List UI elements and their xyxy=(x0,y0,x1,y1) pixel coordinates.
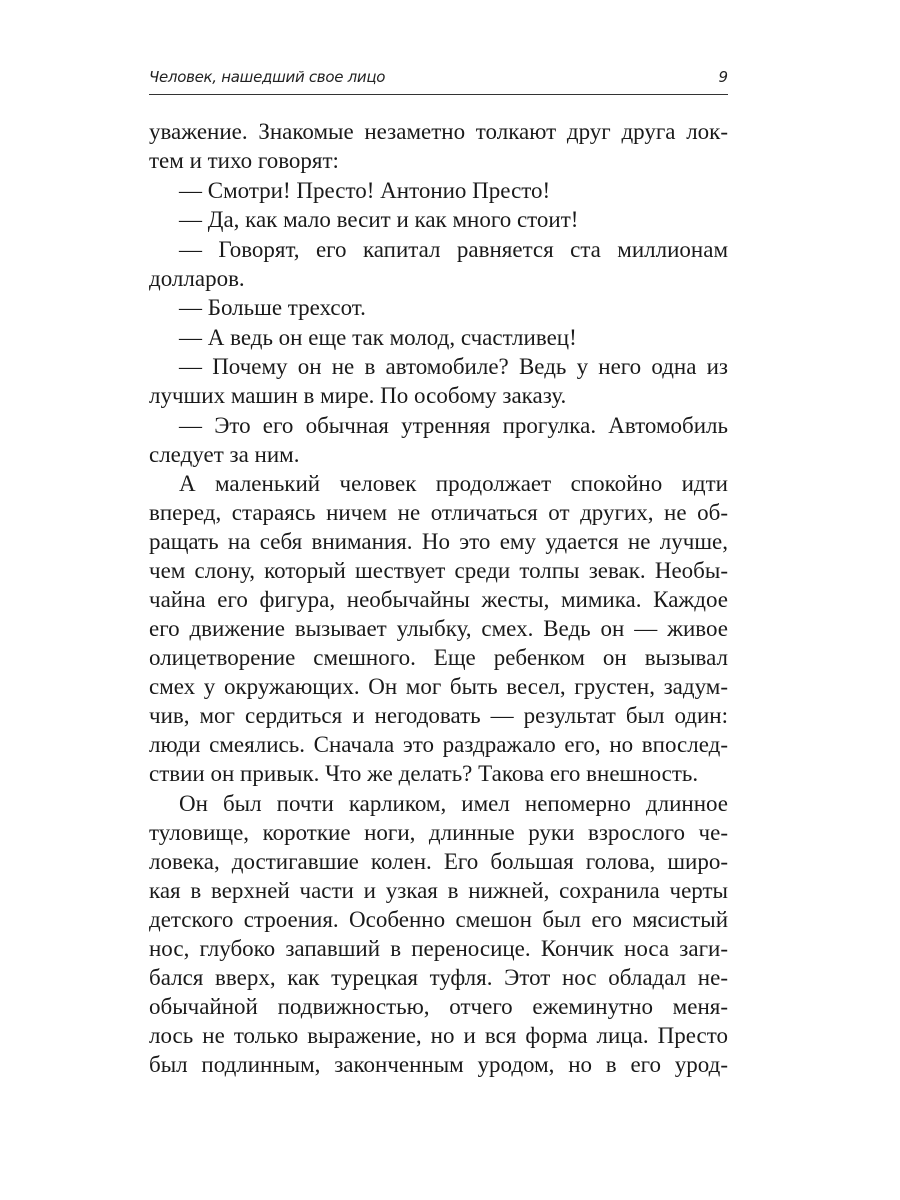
text-line: тем и тихо говорят: xyxy=(149,148,339,173)
text-line: детского строения. Особенно смешон был его мясистый xyxy=(149,906,728,932)
text-line: долларов. xyxy=(149,265,245,291)
text-line: — Да, как мало весит и как много стоит! xyxy=(179,207,579,232)
paragraph xyxy=(149,235,728,293)
text-line: следует за ним. xyxy=(149,441,300,467)
text-line: нос, глубоко запавший в переносице. Кончик носа заги- xyxy=(149,935,728,961)
text-line: обычайной подвижностью, отчего ежеминутно меня- xyxy=(149,993,728,1019)
text-line: ращать на себя внимания. Но это ему удается не лучше, xyxy=(149,529,728,554)
text-line: А маленький человек продолжает спокойно идти xyxy=(179,471,728,496)
paragraph xyxy=(149,789,728,1079)
text-line: лось не только выражение, но и вся форма лица. Престо xyxy=(149,1022,728,1048)
text-line: люди смеялись. Сначала это раздражало его, но впослед- xyxy=(149,732,728,757)
text-line: бался вверх, как турецкая туфля. Этот нос обладал не- xyxy=(149,964,728,990)
text-line: Он был почти карликом, имел непомерно длинное xyxy=(179,790,728,816)
text-line: — Это его обычная утренняя прогулка. Автомобиль xyxy=(179,412,728,438)
paragraph xyxy=(149,411,728,469)
text-line: — Больше трехсот. xyxy=(179,295,366,320)
text-line: ловека, достигавшие колен. Его большая голова, широ- xyxy=(149,848,728,874)
text-line: чайна его фигура, необычайны жесты, мимика. Каждое xyxy=(149,587,728,612)
text-line: был подлинным, законченным уродом, но в его урод- xyxy=(149,1051,728,1077)
text-line: лучших машин в мире. По особому заказу. xyxy=(149,383,567,408)
paragraph xyxy=(149,117,728,175)
page-number: 9 xyxy=(718,68,728,86)
text-line: чив, мог сердиться и негодовать — результат был один: xyxy=(149,703,728,728)
text-line: уважение. Знакомые незаметно толкают друг друга лок- xyxy=(149,119,728,144)
text-line: вперед, стараясь ничем не отличаться от других, не об- xyxy=(149,500,728,525)
text-line: — А ведь он еще так молод, счастливец! xyxy=(179,324,577,350)
text-line: — Говорят, его капитал равняется ста миллионам xyxy=(179,236,728,262)
text-line: — Смотри! Престо! Антонио Престо! xyxy=(179,177,551,203)
text-line: олицетворение смешного. Еще ребенком он вызывал xyxy=(149,645,728,670)
text-line: туловище, короткие ноги, длинные руки взрослого че- xyxy=(149,819,728,845)
paragraph xyxy=(149,293,728,322)
paragraph xyxy=(149,323,728,352)
paragraph xyxy=(149,176,728,205)
text-line: чем слону, который шествует среди толпы зевак. Необы- xyxy=(149,558,728,583)
text-line: кая в верхней части и узкая в нижней, сохранила черты xyxy=(149,877,728,903)
text-line: — Почему он не в автомобиле? Ведь у него одна из xyxy=(179,354,728,379)
running-header xyxy=(149,64,728,95)
paragraph xyxy=(149,469,728,788)
text-line: его движение вызывает улыбку, смех. Ведь он — живое xyxy=(149,616,728,641)
paragraph xyxy=(149,352,728,410)
text-line: смех у окружающих. Он мог быть весел, грустен, задум- xyxy=(149,674,728,699)
text-line: ствии он привык. Что же делать? Такова его внешность. xyxy=(149,761,699,786)
body-text xyxy=(149,117,728,1079)
running-title: Человек, нашедший свое лицо xyxy=(149,68,386,86)
paragraph xyxy=(149,205,728,234)
